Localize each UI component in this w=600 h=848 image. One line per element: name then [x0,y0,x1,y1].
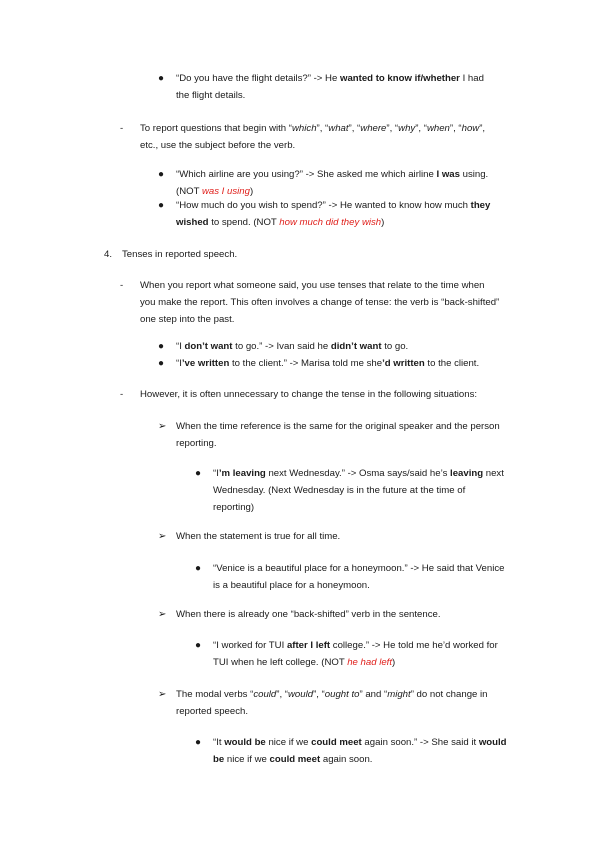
dash-icon: - [120,280,124,291]
arrow-time-reference: When the time reference is the same for the original speaker and the person reporting. [176,421,500,449]
bullet-icon: ● [195,563,202,574]
bullet-icon: ● [158,358,165,369]
dash-icon: - [120,123,124,134]
arrow-all-time: When the statement is true for all time. [176,531,341,542]
bullet-tui: “I worked for TUI after I left college.” -> He told me he’d worked for TUI when he left college. (NOT he had left) [213,640,498,668]
arrow-bullet-icon: ➢ [158,531,167,542]
bullet-flight-details: “Do you have the flight details?” -> He wanted to know if/whether I had the flight details. [176,73,484,101]
bullet-icon: ● [158,341,165,352]
arrow-bullet-icon: ➢ [158,689,167,700]
section-number: 4. [104,249,113,260]
section-title: Tenses in reported speech. [122,249,238,260]
bullet-which-airline: “Which airline are you using?” -> She asked me which airline I was using. (NOT was I using) [176,169,489,197]
bullet-icon: ● [195,737,202,748]
bullet-osma: “I’m leaving next Wednesday.” -> Osma says/said he’s leaving next Wednesday. (Next Wednesday is in the future at the time of reporting) [213,468,504,513]
bullet-icon: ● [158,73,165,84]
dash-icon: - [120,389,124,400]
bullet-icon: ● [195,468,202,479]
bullet-how-much: “How much do you wish to spend?” -> He wanted to know how much they wished to spend. (NOT how much did they wish) [176,200,491,228]
arrow-back-shifted: When there is already one “back-shifted” verb in the sentence. [176,609,441,620]
arrow-bullet-icon: ➢ [158,609,167,620]
bullet-icon: ● [195,640,202,651]
arrow-bullet-icon: ➢ [158,421,167,432]
bullet-marisa: “I’ve written to the client.” -> Marisa told me she’d written to the client. [176,358,480,369]
dash-tenses-explanation: When you report what someone said, you use tenses that relate to the time when you make the report. This often involves a change of tense: the verb is “back-shifted” one step into the past. [140,280,500,325]
dash-report-questions: To report questions that begin with “which”, “what”, “where”, “why”, “when”, “how”, etc., use the subject before the verb. [140,123,486,151]
bullet-ivan: “I don’t want to go.” -> Ivan said he didn’t want to go. [176,341,409,352]
bullet-icon: ● [158,200,165,211]
arrow-modal-verbs: The modal verbs “could”, “would”, “ought to” and “might” do not change in reported speech. [176,689,488,717]
bullet-icon: ● [158,169,165,180]
bullet-venice: “Venice is a beautiful place for a honeymoon.” -> He said that Venice is a beautiful place for a honeymoon. [213,563,505,591]
bullet-would-be: “It would be nice if we could meet again soon.” -> She said it would be nice if we could meet again soon. [213,737,507,765]
dash-however: However, it is often unnecessary to change the tense in the following situations: [140,389,478,400]
